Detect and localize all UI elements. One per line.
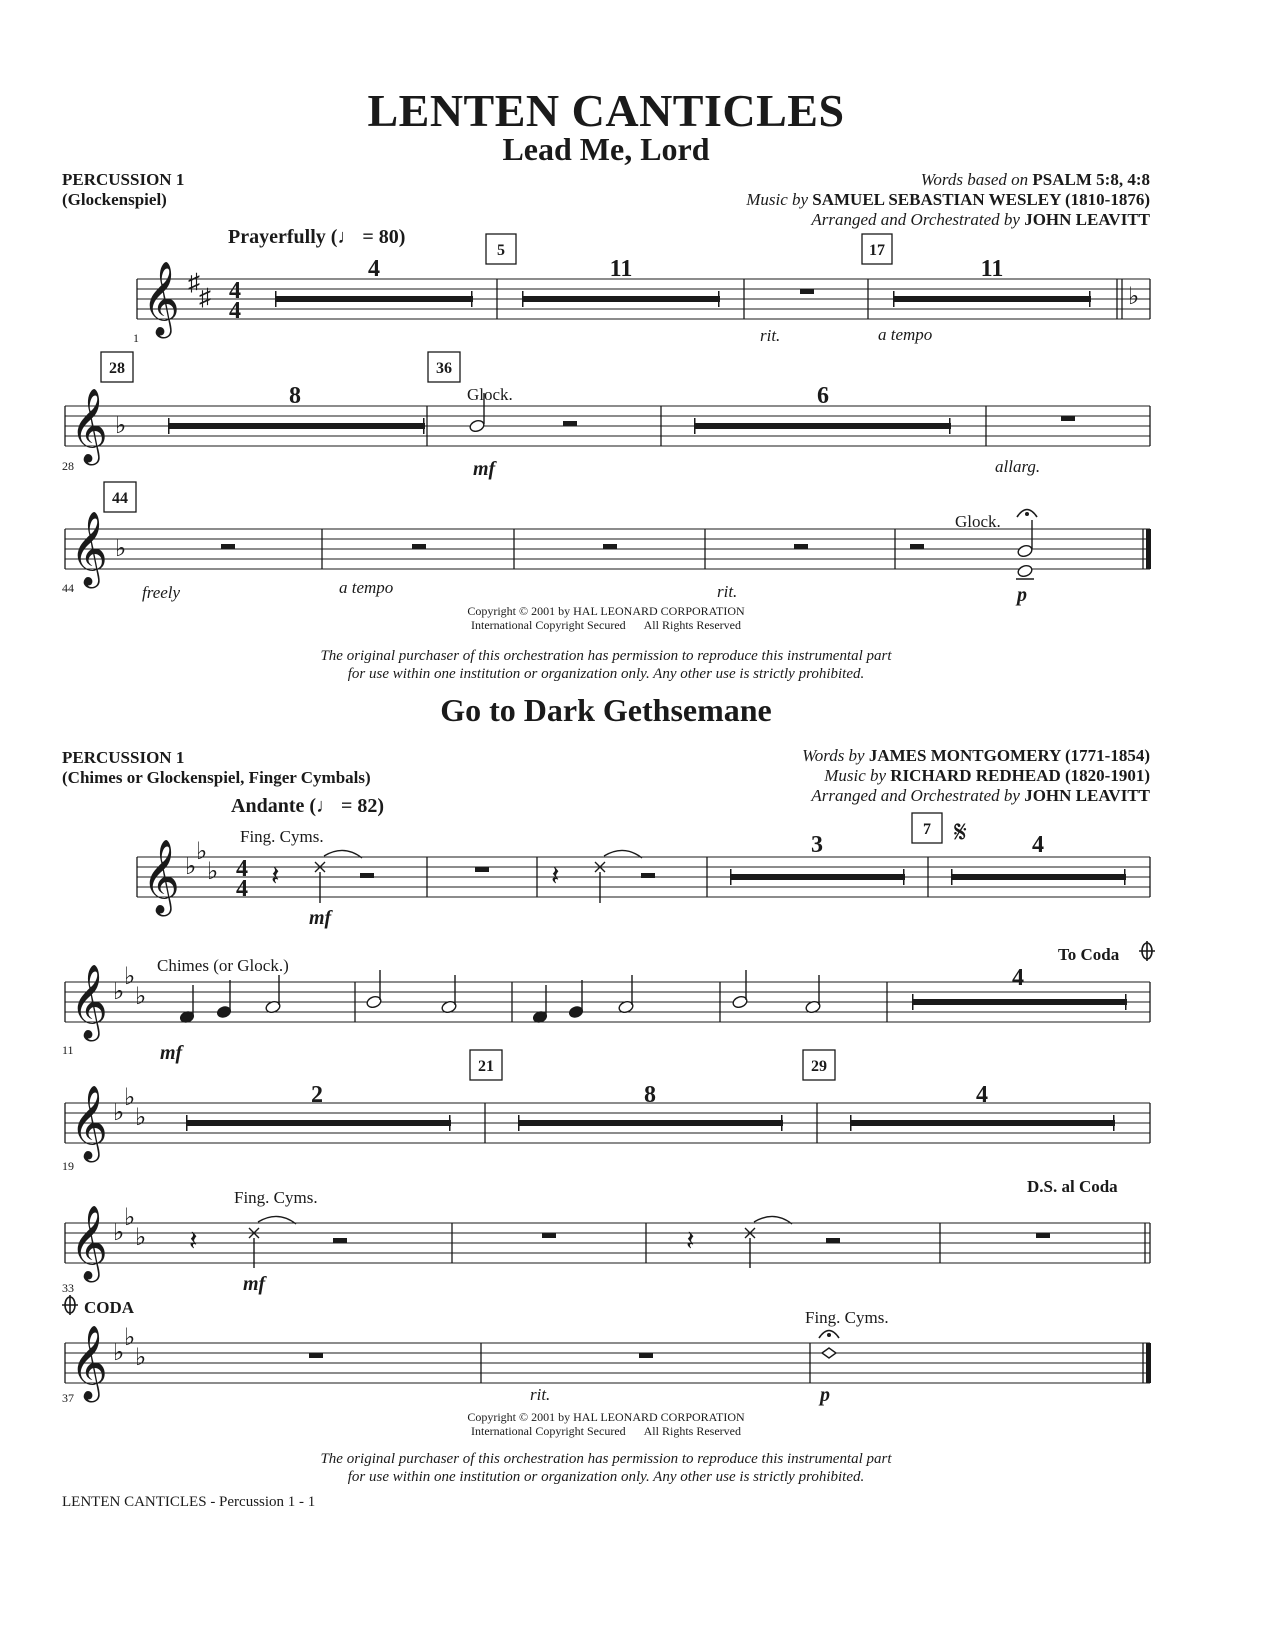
measure-number: 28 (62, 459, 74, 473)
instrument-cue: Fing. Cyms. (234, 1188, 318, 1207)
flat-icon: ♭ (115, 413, 127, 439)
treble-clef-icon: 𝄞 (70, 1087, 108, 1158)
instrument-cue: Fing. Cyms. (240, 827, 324, 846)
part-name: PERCUSSION 1 (62, 170, 185, 189)
multirest-count: 11 (609, 256, 633, 282)
whole-rest (1061, 416, 1075, 421)
tempo-change: a tempo (339, 578, 394, 597)
whole-rest (309, 1353, 323, 1358)
multirest-count: 4 (368, 256, 380, 282)
coda-label: CODA (84, 1298, 135, 1317)
rehearsal-mark: 21 (478, 1058, 494, 1075)
rehearsal-mark: 28 (109, 360, 125, 377)
half-note (1017, 564, 1034, 578)
ties (258, 850, 792, 1224)
piece2-tempo: Andante (♩ = 82) (231, 795, 385, 817)
part-name: PERCUSSION 1 (62, 748, 185, 767)
quarter-rest-icon: 𝄽 (271, 861, 280, 892)
treble-clef-icon: 𝄞 (142, 841, 180, 912)
treble-clef-icon: 𝄞 (70, 513, 108, 584)
treble-clef-icon: 𝄞 (70, 390, 108, 461)
half-rest (563, 421, 577, 426)
permission-notice-2: The original purchaser of this orchestration has permission to reproduce this instrumental part for use within one institution or organization only. Any other use is strictly prohibited. (320, 1451, 892, 1485)
instrument-cue: Chimes (or Glock.) (157, 956, 289, 975)
rehearsal-mark: 29 (811, 1058, 827, 1075)
dynamic-mark: mf (309, 907, 332, 929)
multirest-count: 4 (976, 1082, 988, 1108)
credit-music: Music by SAMUEL SEBASTIAN WESLEY (1810-1876) (746, 190, 1150, 209)
instrument-cue: Glock. (467, 385, 513, 404)
part-instrument: (Chimes or Glockenspiel, Finger Cymbals) (62, 768, 371, 787)
copyright-block-2: Copyright © 2001 by HAL LEONARD CORPORATION International Copyright Secured All Rights Reserved (467, 1410, 745, 1438)
piece1-subtitle: Lead Me, Lord (502, 131, 710, 167)
dynamic-mark: mf (160, 1042, 183, 1064)
multirest-bars (168, 291, 1127, 1131)
multirest-numbers (289, 256, 1044, 1108)
dynamic-mark: p (820, 1384, 830, 1406)
credit-words: Words based on PSALM 5:8, 4:8 (920, 170, 1150, 189)
barlines (65, 279, 1150, 1383)
staff-lines (65, 279, 1150, 1383)
dynamic-mark: mf (243, 1273, 266, 1295)
time-signature: 4 (229, 278, 241, 304)
rehearsal-mark: 17 (869, 242, 885, 259)
measure-number: 33 (62, 1281, 74, 1295)
whole-rest (475, 867, 489, 872)
half-rest (333, 1238, 347, 1243)
notes (179, 393, 1034, 1358)
multirest-count: 11 (980, 256, 1004, 282)
flat-icon: ♭ (135, 1345, 147, 1371)
dynamics (160, 458, 1027, 1406)
measure-number: 37 (62, 1391, 74, 1405)
whole-rest (800, 289, 814, 294)
whole-rest (1036, 1233, 1050, 1238)
measure-number: 11 (62, 1043, 74, 1057)
instrument-cue: Fing. Cyms. (805, 1308, 889, 1327)
segno-icon: 𝄋 (954, 816, 967, 849)
multirest-count: 8 (644, 1082, 656, 1108)
credit-arranger: Arranged and Orchestrated by JOHN LEAVITT (811, 786, 1150, 805)
whole-rest (412, 544, 426, 549)
flat-icon: ♭ (196, 839, 208, 865)
quarter-rest-icon: 𝄽 (686, 1226, 695, 1257)
expressions-roman (157, 385, 1001, 1327)
time-signature: 4 (229, 298, 241, 324)
credit-arranger: Arranged and Orchestrated by JOHN LEAVITT (811, 210, 1150, 229)
half-rest (360, 873, 374, 878)
flat-icon: ♭ (124, 1325, 136, 1351)
flat-icon: ♭ (135, 984, 147, 1010)
flat-icon: ♭ (135, 1105, 147, 1131)
tempo-change: rit. (760, 326, 781, 345)
treble-clef-icon: 𝄞 (70, 1207, 108, 1278)
rehearsal-mark: 7 (923, 821, 931, 838)
whole-rest (603, 544, 617, 549)
sharp-icon: ♯ (199, 285, 211, 311)
flat-icon: ♭ (1128, 284, 1140, 310)
flat-icon: ♭ (124, 1085, 136, 1111)
tempo-change: allarg. (995, 457, 1041, 476)
rehearsal-boxes (101, 234, 942, 1080)
page-footer: LENTEN CANTICLES - Percussion 1 - 1 (62, 1494, 316, 1510)
dynamic-mark: p (1017, 584, 1027, 606)
multirest-count: 3 (811, 832, 823, 858)
whole-rest (639, 1353, 653, 1358)
measure-number: 44 (62, 581, 74, 595)
flat-icon: ♭ (124, 964, 136, 990)
flat-icon: ♭ (135, 1225, 147, 1251)
half-note (1017, 544, 1034, 558)
to-coda-label: To Coda (1058, 945, 1120, 964)
copyright-block-1: Copyright © 2001 by HAL LEONARD CORPORATION International Copyright Secured All Rights Reserved (467, 604, 745, 632)
permission-notice-1: The original purchaser of this orchestration has permission to reproduce this instrumental part for use within one institution or organization only. Any other use is strictly prohibited. (320, 648, 892, 682)
rehearsal-marks (109, 242, 931, 1075)
rehearsal-mark: 44 (112, 490, 128, 507)
staff-7 (65, 1223, 1150, 1263)
flat-icon: ♭ (113, 979, 125, 1005)
quarter-rest-icon: 𝄽 (189, 1226, 198, 1257)
piece2-title: Go to Dark Gethsemane (440, 692, 772, 728)
whole-rest (221, 544, 235, 549)
ds-al-coda-label: D.S. al Coda (1027, 1177, 1118, 1196)
treble-clef-icon: 𝄞 (70, 966, 108, 1037)
navigation-signs (954, 816, 967, 849)
half-rest (910, 544, 924, 549)
time-signature: 4 (236, 856, 248, 882)
instrument-cue: Glock. (955, 512, 1001, 531)
half-note (469, 419, 486, 433)
flat-icon: ♭ (185, 854, 197, 880)
flat-icon: ♭ (207, 859, 219, 885)
rehearsal-mark: 36 (436, 360, 452, 377)
sharp-icon: ♯ (188, 270, 200, 296)
rehearsal-mark: 5 (497, 242, 505, 259)
tempo-change: a tempo (878, 325, 933, 344)
tempo-change: rit. (717, 582, 738, 601)
flat-icon: ♭ (113, 1220, 125, 1246)
multirest-count: 4 (1032, 832, 1044, 858)
quarter-rest-icon: 𝄽 (551, 861, 560, 892)
measure-number: 19 (62, 1159, 74, 1173)
multirest-count: 6 (817, 383, 829, 409)
measure-number: 1 (133, 331, 139, 345)
staff-8 (65, 1343, 1150, 1383)
multirest-count: 8 (289, 383, 301, 409)
multirest-count: 2 (311, 1082, 323, 1108)
flat-icon: ♭ (124, 1205, 136, 1231)
multirest-count: 4 (1012, 965, 1024, 991)
half-rest (641, 873, 655, 878)
piece1-title: LENTEN CANTICLES (367, 85, 845, 136)
credit-words: Words by JAMES MONTGOMERY (1771-1854) (802, 746, 1150, 765)
treble-clef-icon: 𝄞 (70, 1327, 108, 1398)
whole-rest (794, 544, 808, 549)
flat-icon: ♭ (115, 536, 127, 562)
time-signature: 4 (236, 876, 248, 902)
time-signatures (229, 278, 248, 902)
part-instrument: (Glockenspiel) (62, 190, 167, 209)
half-rest (826, 1238, 840, 1243)
diamond-note (822, 1348, 836, 1358)
tempo-change: freely (142, 583, 181, 602)
dynamic-mark: mf (473, 458, 496, 480)
flat-icon: ♭ (113, 1340, 125, 1366)
treble-clef-icon: 𝄞 (142, 263, 180, 334)
piece1-tempo: Prayerfully (♩ = 80) (228, 226, 406, 248)
flat-icon: ♭ (113, 1100, 125, 1126)
whole-rest (542, 1233, 556, 1238)
tempo-change: rit. (530, 1385, 551, 1404)
coda-signs (62, 941, 1155, 1315)
rests (221, 289, 1075, 1358)
credit-music: Music by RICHARD REDHEAD (1820-1901) (824, 766, 1150, 785)
fermatas (819, 510, 1037, 1339)
